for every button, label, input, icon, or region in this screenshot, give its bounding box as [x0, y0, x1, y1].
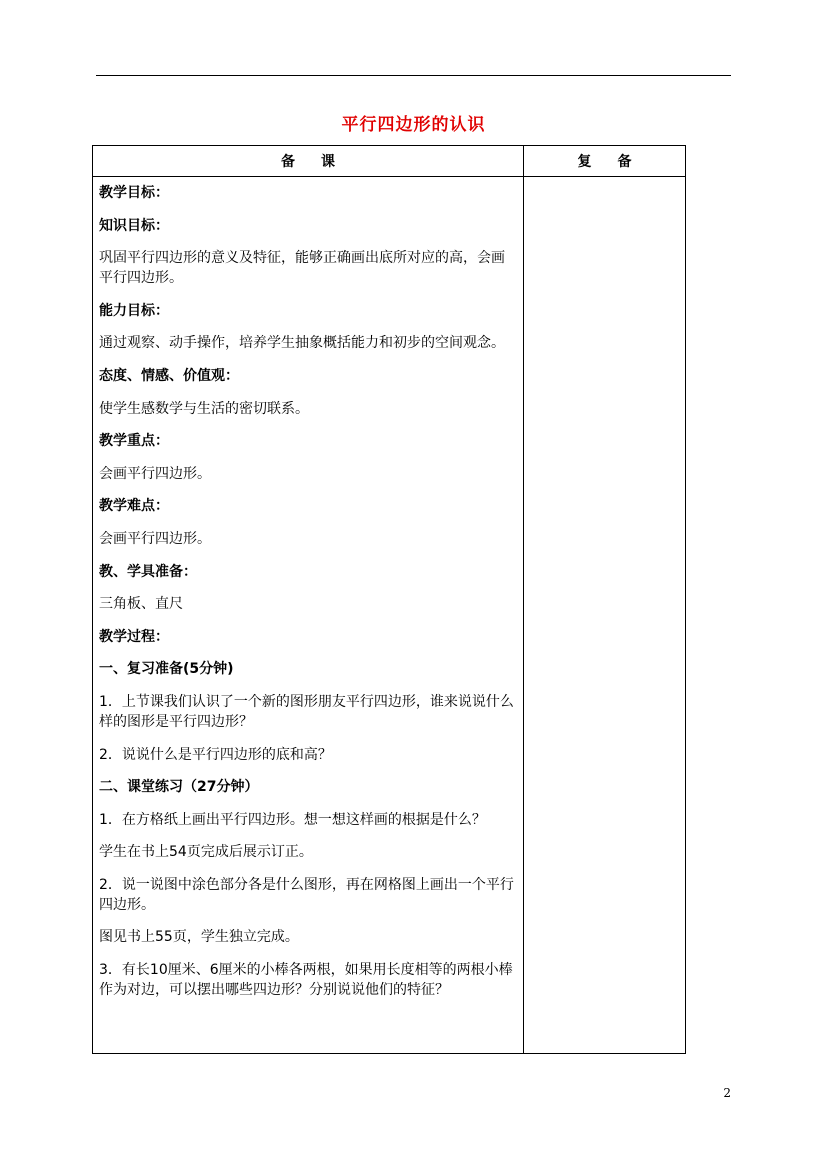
content-line: 三角板、直尺	[99, 596, 183, 613]
section-heading: 教学过程：	[99, 628, 169, 645]
section-heading: 教学重点：	[99, 433, 169, 450]
content-line: 使学生感数学与生活的密切联系。	[99, 400, 309, 417]
lesson-content	[93, 177, 523, 1000]
page-number: 2	[723, 1086, 731, 1100]
section-heading: 一、复习准备(5分钟)	[99, 661, 234, 678]
lesson-plan-table	[92, 145, 686, 1054]
content-line: 会画平行四边形。	[99, 465, 211, 482]
content-line: 通过观察、动手操作，培养学生抽象概括能力和初步的空间观念。	[99, 335, 505, 352]
section-heading: 教学目标：	[99, 185, 169, 201]
content-line: 3．有长10厘米、6厘米的小棒各两根，如果用长度相等的两根小棒作为对边，可以摆出哪些四边形？分别说说他们的特征？	[99, 962, 513, 999]
content-line: 学生在书上54页完成后展示订正。	[99, 844, 313, 861]
content-line: 图见书上55页，学生独立完成。	[99, 929, 299, 946]
section-heading: 教、学具准备：	[99, 563, 197, 580]
section-heading: 能力目标：	[99, 302, 169, 319]
table-header-row	[93, 146, 686, 177]
review-cell	[524, 177, 686, 1054]
header-review: 复备	[524, 146, 686, 177]
section-heading: 教学难点：	[99, 498, 169, 515]
page-title: 平行四边形的认识	[341, 115, 486, 135]
content-line: 会画平行四边形。	[99, 530, 211, 547]
section-heading: 知识目标：	[99, 217, 169, 234]
section-heading: 二、课堂练习（27分钟）	[99, 779, 259, 796]
header-preparation: 备课	[93, 146, 524, 177]
content-line: 巩固平行四边形的意义及特征，能够正确画出底所对应的高，会画平行四边形。	[99, 250, 505, 287]
header-rule	[96, 75, 731, 76]
content-line: 1．在方格纸上画出平行四边形。想一想这样画的根据是什么？	[99, 811, 486, 828]
content-line: 1．上节课我们认识了一个新的图形朋友平行四边形，谁来说说什么样的图形是平行四边形？	[99, 693, 514, 730]
section-heading: 态度、情感、价值观：	[99, 367, 239, 384]
table-body-row	[93, 177, 686, 1054]
content-line: 2．说说什么是平行四边形的底和高？	[99, 746, 332, 763]
content-line: 2．说一说图中涂色部分各是什么图形，再在网格图上画出一个平行四边形。	[99, 876, 514, 913]
preparation-cell	[93, 177, 524, 1054]
